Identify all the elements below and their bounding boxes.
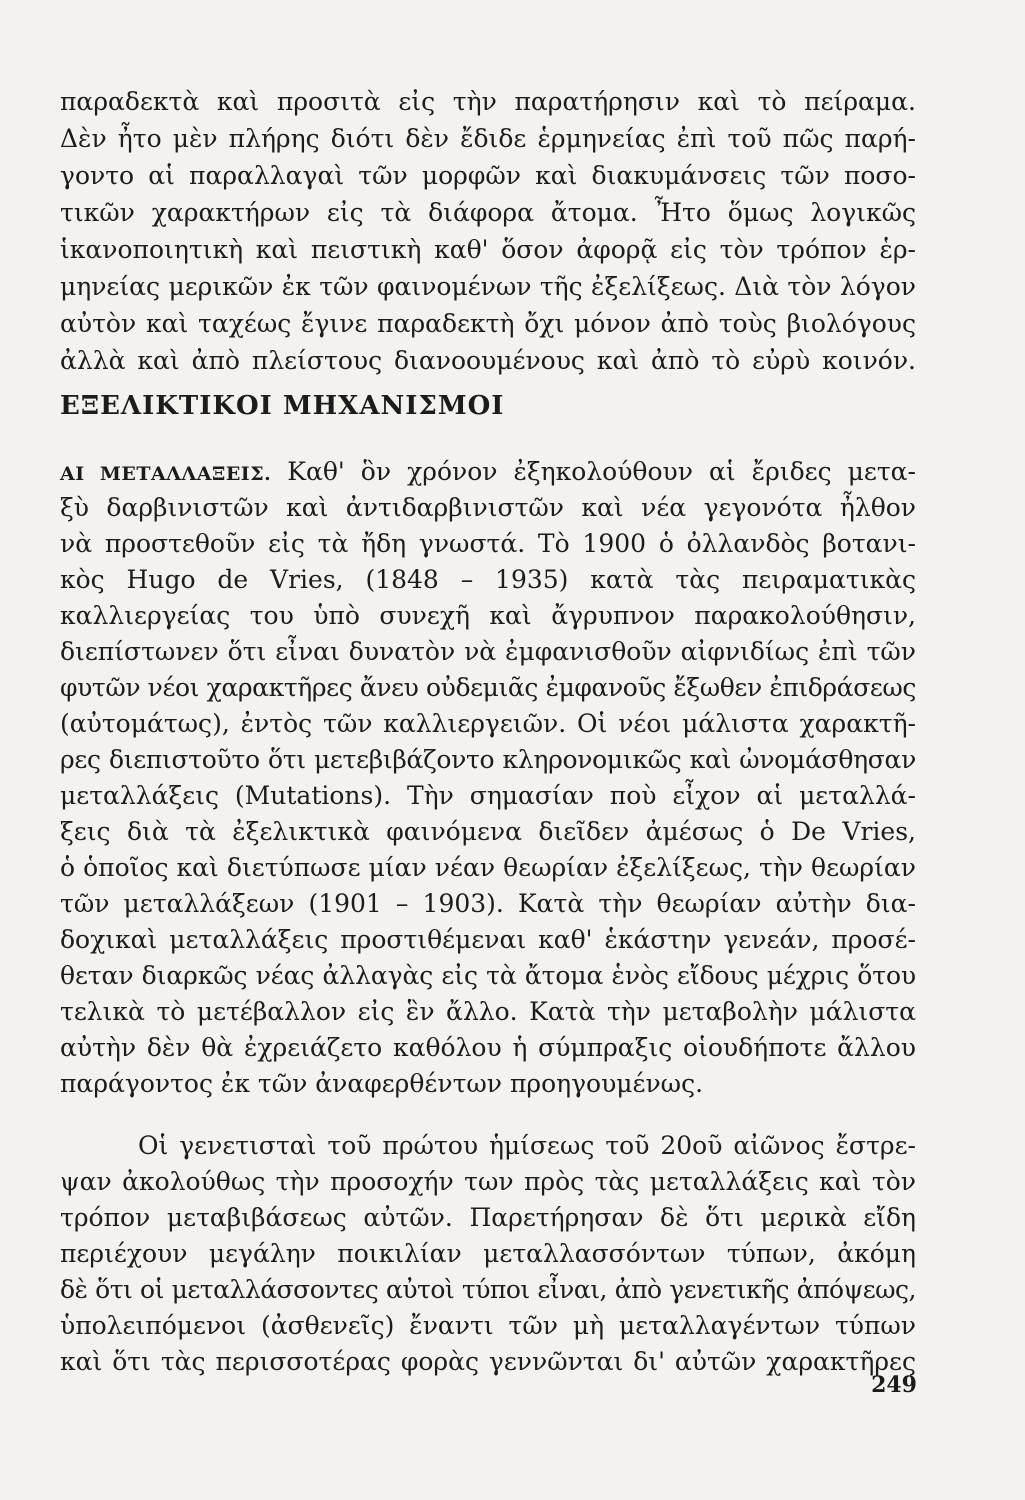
text-line: Δὲν ἦτο μὲν πλήρης διότι δὲν ἔδιδε ἑρμηνείας ἐπὶ τοῦ πῶς παρή- xyxy=(60,124,916,153)
text-line: γοντο αἱ παραλλαγαὶ τῶν μορφῶν καὶ διακυμάνσεις τῶν ποσο- xyxy=(60,161,916,190)
text-line: ἀλλὰ καὶ ἀπὸ πλείστους διανοουμένους καὶ ἀπὸ τὸ εὐρὺ κοινόν. xyxy=(60,346,916,375)
page-number: 249 xyxy=(871,1372,917,1398)
text-line: ξὺ δαρβινιστῶν καὶ ἀντιδαρβινιστῶν καὶ νέα γεγονότα ἦλθον xyxy=(60,493,916,522)
text-line: παράγοντος ἐκ τῶν ἀναφερθέντων προηγουμένως. xyxy=(60,1069,704,1098)
text-line: ρες διεπιστοῦτο ὅτι μετεβιβάζοντο κληρονομικῶς καὶ ὠνομάσθησαν xyxy=(60,745,916,774)
text-line: κὸς Hugo de Vries, (1848 – 1935) κατὰ τὰς πειραματικὰς xyxy=(60,565,916,594)
text-line xyxy=(60,454,916,492)
text-line: (αὐτομάτως), ἐντὸς τῶν καλλιεργειῶν. Οἱ νέοι μάλιστα χαρακτῆ- xyxy=(60,709,916,738)
text-line: καλλιεργείας του ὑπὸ συνεχῆ καὶ ἄγρυπνον παρακολούθησιν, xyxy=(60,601,916,630)
text-line: ψαν ἀκολούθως τὴν προσοχήν των πρὸς τὰς μεταλλάξεις καὶ τὸν xyxy=(60,1167,916,1196)
text-line: αὐτὸν καὶ ταχέως ἔγινε παραδεκτὴ ὄχι μόνον ἀπὸ τοὺς βιολόγους xyxy=(60,309,916,338)
text-line: τῶν μεταλλάξεων (1901 – 1903). Κατὰ τὴν θεωρίαν αὐτὴν δια- xyxy=(60,889,916,918)
text-line: μηνείας μερικῶν ἐκ τῶν φαινομένων τῆς ἐξελίξεως. Διὰ τὸν λόγον xyxy=(60,272,916,301)
text-line: θεταν διαρκῶς νέας ἀλλαγὰς εἰς τὰ ἄτομα ἑνὸς εἴδους μέχρις ὅτου xyxy=(60,961,916,990)
section-heading: ΕΞΕΛΙΚΤΙΚΟΙ ΜΗΧΑΝΙΣΜΟΙ xyxy=(60,391,505,421)
text-line: διεπίστωνεν ὅτι εἶναι δυνατὸν νὰ ἐμφανισθοῦν αἰφνιδίως ἐπὶ τῶν xyxy=(60,637,916,666)
text-line: περιέχουν μεγάλην ποικιλίαν μεταλλασσόντων τύπων, ἀκόμη xyxy=(60,1239,916,1268)
text-line: ὁ ὁποῖος καὶ διετύπωσε μίαν νέαν θεωρίαν ἐξελίξεως, τὴν θεωρίαν xyxy=(60,853,916,882)
text-line: φυτῶν νέοι χαρακτῆρες ἄνευ οὐδεμιᾶς ἐμφανοῦς ἔξωθεν ἐπιδράσεως xyxy=(60,673,917,702)
text-line: καὶ ὅτι τὰς περισσοτέρας φορὰς γεννῶνται δι' αὐτῶν χαρακτῆρες xyxy=(60,1347,916,1376)
text-line: ξεις διὰ τὰ ἐξελικτικὰ φαινόμενα διεῖδεν ἀμέσως ὁ De Vries, xyxy=(60,817,916,846)
text-line: τικῶν χαρακτήρων εἰς τὰ διάφορα ἄτομα. Ἦτο ὅμως λογικῶς xyxy=(60,198,916,227)
text-line: Οἱ γενετισταὶ τοῦ πρώτου ἡμίσεως τοῦ 20οῦ αἰῶνος ἔστρε- xyxy=(138,1131,916,1160)
text-line: μεταλλάξεις (Mutations). Τὴν σημασίαν ποὺ εἶχον αἱ μεταλλά- xyxy=(60,781,916,810)
text-line: ἱκανοποιητικὴ καὶ πειστικὴ καθ' ὅσον ἀφορᾷ εἰς τὸν τρόπον ἑρ- xyxy=(60,235,916,264)
text-line: παραδεκτὰ καὶ προσιτὰ εἰς τὴν παρατήρησιν καὶ τὸ πείραμα. xyxy=(60,87,916,116)
text-line: νὰ προστεθοῦν εἰς τὰ ἤδη γνωστά. Τὸ 1900 ὁ ὀλλανδὸς βοτανι- xyxy=(60,529,916,558)
text-line: δοχικαὶ μεταλλάξεις προστιθέμεναι καθ' ἑκάστην γενεάν, προσέ- xyxy=(60,925,916,954)
text-line-rest: Καθ' ὃν χρόνον ἐξηκολούθουν αἱ ἔριδες μετα- xyxy=(271,457,916,486)
text-line: τρόπον μεταβιβάσεως αὐτῶν. Παρετήρησαν δὲ ὅτι μερικὰ εἴδη xyxy=(60,1203,916,1232)
text-line: ὑπολειπόμενοι (ἀσθενεῖς) ἔναντι τῶν μὴ μεταλλαγέντων τύπων xyxy=(60,1311,916,1340)
text-line: αὐτὴν δὲν θὰ ἐχρειάζετο καθόλου ἡ σύμπραξις οἱουδήποτε ἄλλου xyxy=(60,1033,916,1062)
text-line: δὲ ὅτι οἱ μεταλλάσσοντες αὐτοὶ τύποι εἶναι, ἀπὸ γενετικῆς ἀπόψεως, xyxy=(60,1275,916,1304)
text-line: τελικὰ τὸ μετέβαλλον εἰς ἓν ἄλλο. Κατὰ τὴν μεταβολὴν μάλιστα xyxy=(60,997,916,1026)
subsection-title: ΑΙ ΜΕΤΑΛΛΑΞΕΙΣ. xyxy=(60,463,272,485)
